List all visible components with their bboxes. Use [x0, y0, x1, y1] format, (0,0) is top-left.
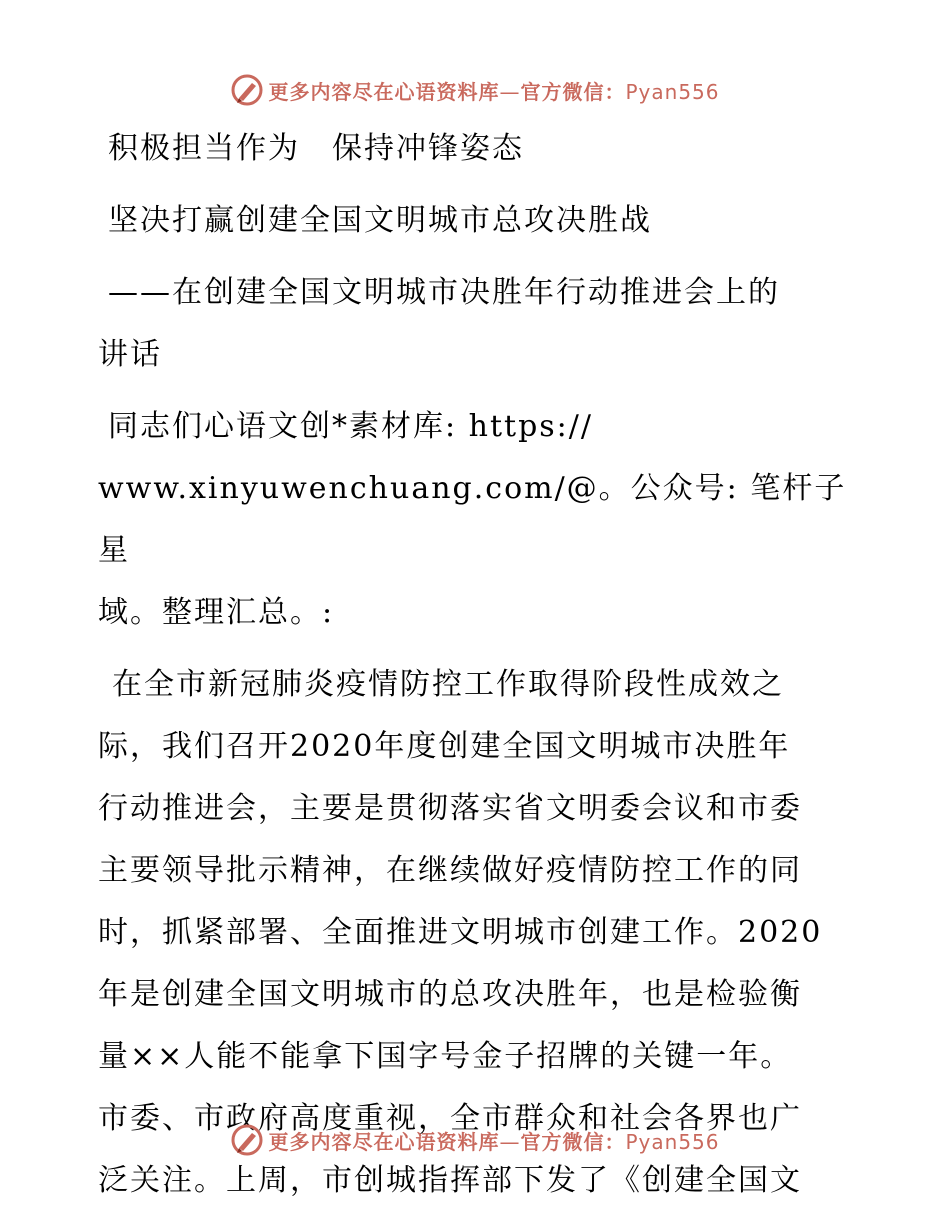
intro-line-1: 同志们心语文创*素材库: https://: [108, 409, 593, 444]
body-line: 量××人能不能拿下国字号金子招牌的关键一年。: [98, 1039, 793, 1074]
body-line: 行动推进会，主要是贯彻落实省文明委会议和市委: [98, 791, 802, 826]
banner-text: [268, 76, 719, 105]
banner-wechat-label: 官方微信：: [520, 79, 626, 104]
banner-text: [268, 1126, 719, 1155]
body-line: 际，我们召开2020年度创建全国文明城市决胜年: [98, 729, 791, 764]
intro-line-2: www.xinyuwenchuang.com/@。公众号: 笔杆子星: [98, 471, 847, 568]
banner-wechat-handle: Pyan556: [625, 1129, 720, 1154]
footer-watermark-banner: [0, 1120, 950, 1160]
doc-title-1: 积极担当作为 保持冲锋姿态: [108, 131, 524, 166]
document-body: [98, 118, 858, 1212]
doc-subtitle-line-2: 讲话: [98, 337, 162, 372]
body-line: 市委、市政府高度重视，全市群众和社会各界也广: [98, 1101, 802, 1136]
banner-brand: 更多内容尽在心语资料库: [268, 1129, 500, 1154]
header-watermark-banner: [0, 70, 950, 110]
banner-dash: —: [499, 1129, 521, 1154]
body-line: 年是创建全国文明城市的总攻决胜年，也是检验衡: [98, 977, 802, 1012]
body-line: 在全市新冠肺炎疫情防控工作取得阶段性成效之: [112, 667, 784, 702]
body-line: 泛关注。上周，市创城指挥部下发了《创建全国文: [98, 1163, 802, 1198]
banner-wechat-label: 官方微信：: [520, 1129, 626, 1154]
banner-wechat-handle: Pyan556: [625, 79, 720, 104]
doc-title-2: 坚决打赢创建全国文明城市总攻决胜战: [108, 203, 652, 238]
body-line: 时，抓紧部署、全面推进文明城市创建工作。2020: [98, 915, 823, 950]
body-line: 主要领导批示精神，在继续做好疫情防控工作的同: [98, 853, 802, 888]
pen-logo-icon: [230, 1123, 264, 1157]
banner-brand: 更多内容尽在心语资料库: [268, 79, 500, 104]
doc-subtitle-line-1: ——在创建全国文明城市决胜年行动推进会上的: [108, 275, 780, 310]
banner-dash: —: [499, 79, 521, 104]
pen-logo-icon: [230, 73, 264, 107]
intro-line-3: 域。整理汇总。:: [98, 595, 335, 630]
